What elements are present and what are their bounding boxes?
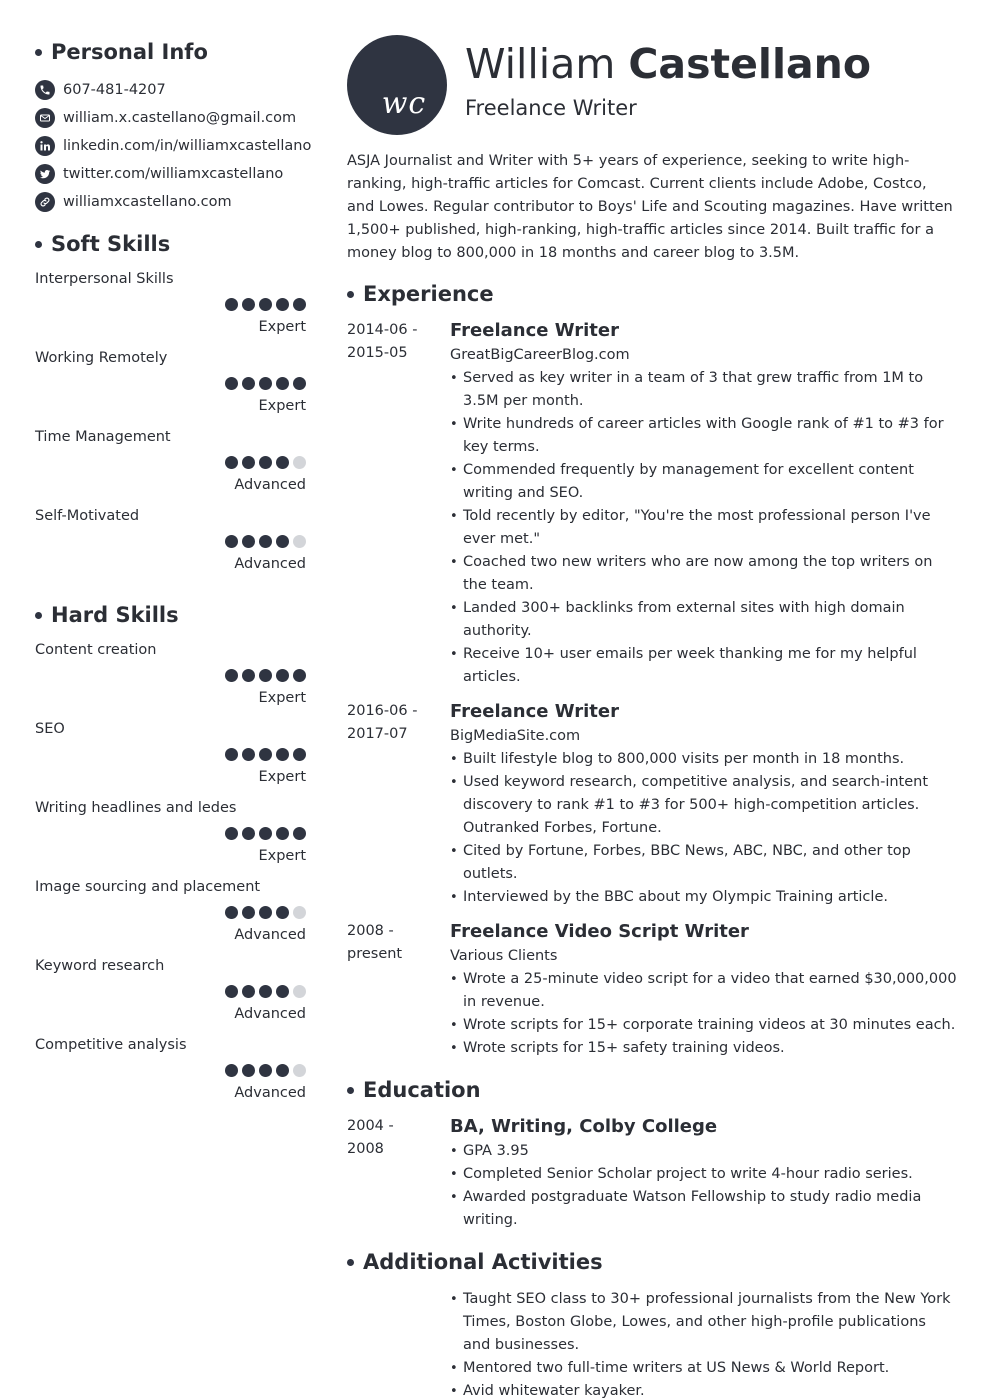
heading-bullet-icon bbox=[347, 291, 354, 298]
entry-body bbox=[450, 919, 957, 1060]
hard-skills-heading: Hard Skills bbox=[35, 601, 306, 629]
rating-dot-filled-icon bbox=[293, 669, 306, 682]
rating-dot-filled-icon bbox=[276, 298, 289, 311]
soft-skills-heading: Soft Skills bbox=[35, 230, 306, 258]
entry-title: BA, Writing, Colby College bbox=[450, 1116, 718, 1137]
heading-bullet-icon bbox=[35, 241, 42, 248]
bullet-item: • Served as key writer in a team of 3 that grew traffic from 1M to 3.5M per month. bbox=[450, 367, 957, 413]
rating-dot-filled-icon bbox=[225, 456, 238, 469]
rating-dot-filled-icon bbox=[242, 827, 255, 840]
rating-dot-empty-icon bbox=[293, 535, 306, 548]
sidebar bbox=[35, 38, 312, 1110]
skill-item bbox=[35, 423, 306, 502]
rating-dot-filled-icon bbox=[259, 906, 272, 919]
contact-list bbox=[35, 76, 312, 216]
entry-date bbox=[347, 318, 450, 689]
rating-dot-filled-icon bbox=[259, 535, 272, 548]
rating-dot-filled-icon bbox=[242, 456, 255, 469]
skill-item bbox=[35, 344, 306, 423]
bullet-item: • Completed Senior Scholar project to write 4-hour radio series. bbox=[450, 1163, 957, 1186]
skill-level: Advanced bbox=[234, 927, 306, 943]
personal-info-heading: Personal Info bbox=[35, 38, 306, 66]
rating-dot-filled-icon bbox=[225, 906, 238, 919]
bullet-item: • GPA 3.95 bbox=[450, 1140, 957, 1163]
skill-item bbox=[35, 1031, 306, 1110]
bullet-item: • Wrote scripts for 15+ safety training videos. bbox=[450, 1037, 957, 1060]
bullet-item: • Used keyword research, competitive analysis, and search-intent discovery to rank #1 to #3 for 500+ high-competition articles. Outranked Forbes, Fortune. bbox=[450, 771, 957, 840]
rating-dot-filled-icon bbox=[259, 669, 272, 682]
rating-dot-filled-icon bbox=[276, 748, 289, 761]
rating-dot-filled-icon bbox=[293, 748, 306, 761]
entry-bullets bbox=[450, 748, 957, 909]
rating-dot-empty-icon bbox=[293, 1064, 306, 1077]
heading-bullet-icon bbox=[347, 1259, 354, 1266]
rating-dot-filled-icon bbox=[276, 456, 289, 469]
contact-email[interactable]: william.x.castellano@gmail.com bbox=[35, 104, 306, 132]
last-name: Castellano bbox=[628, 40, 872, 88]
skill-level: Expert bbox=[258, 398, 306, 414]
rating-dot-filled-icon bbox=[259, 298, 272, 311]
bullet-item: • Told recently by editor, "You're the most professional person I've ever met." bbox=[450, 505, 957, 551]
education-entry bbox=[347, 1114, 957, 1232]
skill-rating bbox=[225, 985, 306, 998]
entry-date-start: 2008 - bbox=[347, 923, 394, 939]
bullet-item: • Mentored two full-time writers at US News & World Report. bbox=[450, 1357, 957, 1380]
rating-dot-filled-icon bbox=[225, 1064, 238, 1077]
rating-dot-empty-icon bbox=[293, 906, 306, 919]
entry-date bbox=[347, 919, 450, 1060]
entry-date bbox=[347, 1288, 450, 1400]
rating-dot-filled-icon bbox=[225, 535, 238, 548]
main-content bbox=[347, 150, 957, 1400]
bullet-item: • Write hundreds of career articles with Google rank of #1 to #3 for key terms. bbox=[450, 413, 957, 459]
entry-title: Freelance Video Script Writer bbox=[450, 921, 749, 942]
rating-dot-filled-icon bbox=[276, 827, 289, 840]
skill-level: Expert bbox=[258, 848, 306, 864]
education-heading: Education bbox=[347, 1076, 957, 1104]
rating-dot-filled-icon bbox=[225, 985, 238, 998]
rating-dot-filled-icon bbox=[293, 298, 306, 311]
entry-title: Freelance Writer bbox=[450, 701, 619, 722]
entry-body bbox=[450, 1114, 957, 1232]
email-icon bbox=[35, 108, 55, 128]
bullet-item: • Taught SEO class to 30+ professional journalists from the New York Times, Boston Globe, Lowes, and other high-profile publications and businesses. bbox=[450, 1288, 957, 1357]
rating-dot-filled-icon bbox=[276, 669, 289, 682]
linkedin-icon bbox=[35, 136, 55, 156]
entry-date-end: 2017-07 bbox=[347, 726, 408, 742]
bullet-item: • Receive 10+ user emails per week thanking me for my helpful articles. bbox=[450, 643, 957, 689]
first-name: William bbox=[465, 40, 616, 88]
education-list bbox=[347, 1114, 957, 1232]
entry-date bbox=[347, 699, 450, 909]
avatar-initials: wc bbox=[381, 85, 427, 121]
skill-item bbox=[35, 952, 306, 1031]
rating-dot-filled-icon bbox=[242, 535, 255, 548]
rating-dot-filled-icon bbox=[242, 748, 255, 761]
contact-website[interactable]: williamxcastellano.com bbox=[35, 188, 306, 216]
skill-name: Interpersonal Skills bbox=[35, 271, 174, 287]
entry-bullets bbox=[450, 1140, 957, 1232]
bullet-item: • Built lifestyle blog to 800,000 visits per month in 18 months. bbox=[450, 748, 957, 771]
contact-twitter[interactable]: twitter.com/williamxcastellano bbox=[35, 160, 306, 188]
entry-body bbox=[450, 699, 957, 909]
skill-name: Writing headlines and ledes bbox=[35, 800, 237, 816]
skill-item bbox=[35, 502, 306, 581]
skill-level: Advanced bbox=[234, 477, 306, 493]
skill-name: Image sourcing and placement bbox=[35, 879, 261, 895]
entry-date-end: present bbox=[347, 946, 403, 962]
skill-rating bbox=[225, 298, 306, 311]
bullet-item: • Awarded postgraduate Watson Fellowship to study radio media writing. bbox=[450, 1186, 957, 1232]
rating-dot-filled-icon bbox=[242, 906, 255, 919]
experience-entry bbox=[347, 919, 957, 1060]
skill-level: Advanced bbox=[234, 1085, 306, 1101]
entry-title: Freelance Writer bbox=[450, 320, 619, 341]
skill-rating bbox=[225, 535, 306, 548]
heading-bullet-icon bbox=[35, 612, 42, 619]
entry-bullets bbox=[450, 367, 957, 689]
skill-rating bbox=[225, 669, 306, 682]
skill-name: SEO bbox=[35, 721, 65, 737]
rating-dot-filled-icon bbox=[259, 748, 272, 761]
activities-heading: Additional Activities bbox=[347, 1248, 957, 1276]
bullet-item: • Avid whitewater kayaker. bbox=[450, 1380, 957, 1400]
avatar bbox=[347, 35, 447, 135]
rating-dot-filled-icon bbox=[259, 377, 272, 390]
rating-dot-filled-icon bbox=[225, 298, 238, 311]
experience-entry bbox=[347, 318, 957, 689]
job-title: Freelance Writer bbox=[465, 96, 637, 120]
skill-rating bbox=[225, 1064, 306, 1077]
rating-dot-filled-icon bbox=[276, 985, 289, 998]
rating-dot-empty-icon bbox=[293, 985, 306, 998]
entry-body bbox=[450, 318, 957, 689]
heading-bullet-icon bbox=[347, 1087, 354, 1094]
skill-name: Working Remotely bbox=[35, 350, 168, 366]
skill-name: Time Management bbox=[35, 429, 171, 445]
skill-level: Advanced bbox=[234, 556, 306, 572]
skill-level: Expert bbox=[258, 690, 306, 706]
rating-dot-filled-icon bbox=[276, 906, 289, 919]
heading-bullet-icon bbox=[35, 49, 42, 56]
soft-skills-list bbox=[35, 265, 306, 581]
bullet-item: • Coached two new writers who are now among the top writers on the team. bbox=[450, 551, 957, 597]
entry-date-start: 2014-06 - bbox=[347, 322, 418, 338]
skill-item bbox=[35, 715, 306, 794]
entry-date-end: 2015-05 bbox=[347, 345, 408, 361]
contact-linkedin[interactable]: linkedin.com/in/williamxcastellano bbox=[35, 132, 306, 160]
experience-list bbox=[347, 318, 957, 1060]
bullet-item: • Landed 300+ backlinks from external sites with high domain authority. bbox=[450, 597, 957, 643]
bullet-item: • Wrote a 25-minute video script for a video that earned $30,000,000 in revenue. bbox=[450, 968, 957, 1014]
entry-bullets bbox=[450, 968, 957, 1060]
skill-rating bbox=[225, 456, 306, 469]
rating-dot-filled-icon bbox=[242, 985, 255, 998]
entry-date-end: 2008 bbox=[347, 1141, 384, 1157]
skill-item bbox=[35, 265, 306, 344]
bullet-item: • Interviewed by the BBC about my Olympic Training article. bbox=[450, 886, 957, 909]
bullet-item: • Cited by Fortune, Forbes, BBC News, ABC, NBC, and other top outlets. bbox=[450, 840, 957, 886]
skill-item bbox=[35, 873, 306, 952]
entry-organization: GreatBigCareerBlog.com bbox=[450, 347, 630, 363]
rating-dot-filled-icon bbox=[225, 669, 238, 682]
rating-dot-filled-icon bbox=[259, 456, 272, 469]
hard-skills-list bbox=[35, 636, 306, 1110]
bullet-item: • Commended frequently by management for excellent content writing and SEO. bbox=[450, 459, 957, 505]
skill-name: Keyword research bbox=[35, 958, 165, 974]
rating-dot-filled-icon bbox=[242, 669, 255, 682]
skill-name: Competitive analysis bbox=[35, 1037, 187, 1053]
rating-dot-filled-icon bbox=[276, 377, 289, 390]
skill-rating bbox=[225, 906, 306, 919]
rating-dot-filled-icon bbox=[259, 985, 272, 998]
entry-date bbox=[347, 1114, 450, 1232]
skill-item bbox=[35, 636, 306, 715]
skill-level: Expert bbox=[258, 769, 306, 785]
skill-item bbox=[35, 794, 306, 873]
skill-level: Expert bbox=[258, 319, 306, 335]
rating-dot-filled-icon bbox=[259, 1064, 272, 1077]
skill-rating bbox=[225, 377, 306, 390]
phone-icon bbox=[35, 80, 55, 100]
skill-level: Advanced bbox=[234, 1006, 306, 1022]
entry-date-start: 2004 - bbox=[347, 1118, 394, 1134]
activities-entry bbox=[347, 1288, 957, 1400]
entry-organization: Various Clients bbox=[450, 948, 558, 964]
skill-rating bbox=[225, 748, 306, 761]
entry-body bbox=[450, 1288, 957, 1400]
experience-entry bbox=[347, 699, 957, 909]
rating-dot-filled-icon bbox=[293, 377, 306, 390]
rating-dot-filled-icon bbox=[276, 1064, 289, 1077]
rating-dot-filled-icon bbox=[242, 377, 255, 390]
entry-organization: BigMediaSite.com bbox=[450, 728, 581, 744]
experience-heading: Experience bbox=[347, 280, 957, 308]
rating-dot-filled-icon bbox=[276, 535, 289, 548]
contact-phone[interactable]: 607-481-4207 bbox=[35, 76, 306, 104]
rating-dot-filled-icon bbox=[225, 827, 238, 840]
skill-name: Self-Motivated bbox=[35, 508, 140, 524]
twitter-icon bbox=[35, 164, 55, 184]
entry-date-start: 2016-06 - bbox=[347, 703, 418, 719]
rating-dot-filled-icon bbox=[225, 748, 238, 761]
rating-dot-filled-icon bbox=[293, 827, 306, 840]
activities-bullets bbox=[450, 1288, 957, 1400]
skill-rating bbox=[225, 827, 306, 840]
summary: ASJA Journalist and Writer with 5+ years of experience, seeking to write high-ranking, high-traffic articles for Comcast. Current clients include Adobe, Costco, and Lowes. Regular contributor to Boys' Life and Scouting magazines. Have written 1,500+ published, high-ranking, high-traffic articles since 2014. Built traffic for a money blog to 800,000 in 18 months and career blog to 3.5M. bbox=[347, 153, 953, 261]
rating-dot-empty-icon bbox=[293, 456, 306, 469]
rating-dot-filled-icon bbox=[259, 827, 272, 840]
rating-dot-filled-icon bbox=[242, 298, 255, 311]
rating-dot-filled-icon bbox=[242, 1064, 255, 1077]
candidate-name bbox=[465, 40, 871, 88]
bullet-item: • Wrote scripts for 15+ corporate training videos at 30 minutes each. bbox=[450, 1014, 957, 1037]
rating-dot-filled-icon bbox=[225, 377, 238, 390]
link-icon bbox=[35, 192, 55, 212]
skill-name: Content creation bbox=[35, 642, 157, 658]
